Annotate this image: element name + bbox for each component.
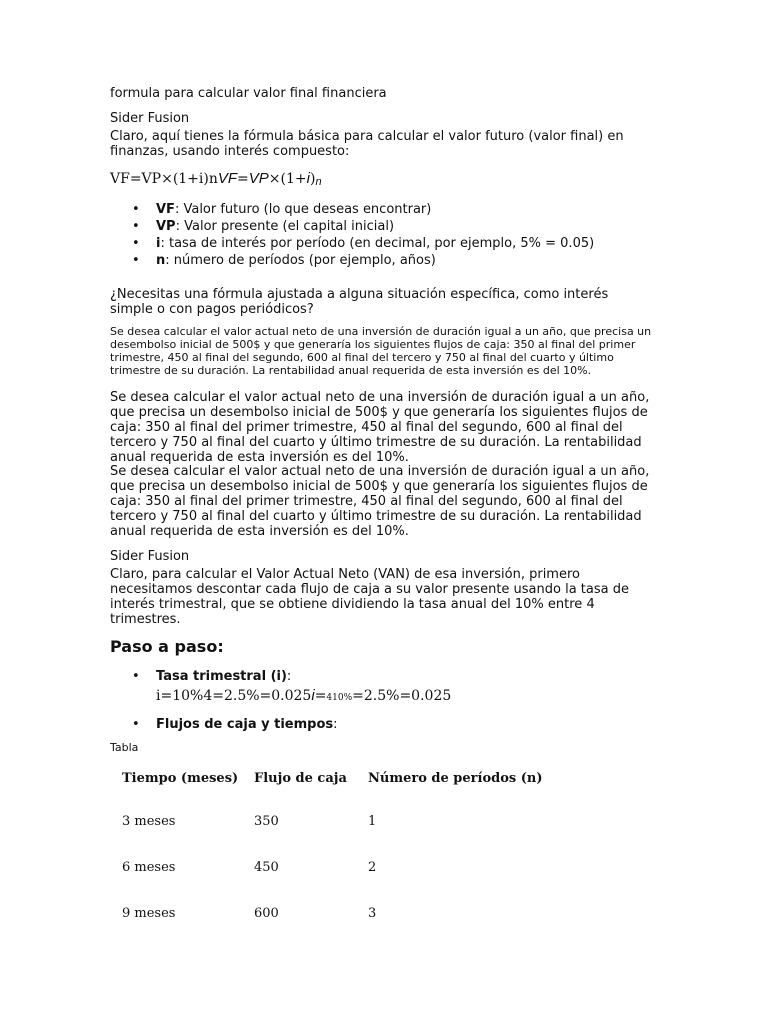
assistant-intro-2: Claro, para calcular el Valor Actual Neto (VAN) de esa inversión, primero necesitamos descontar cada flujo de caja a su valor presente usando la tasa de interés trimestral, que se obtiene dividiendo la tasa anual del 10% entre 4 trimestres. [110,567,629,627]
user-query-2-small: Se desea calcular el valor actual neto de una inversión de duración igual a un año, que precisa un desembolso inicial de 500$ y que generaría los siguientes flujos de caja: 350 al final del primer trimestre, 450 al final del segundo, 600 al final del tercero y 750 al final del cuarto y último trimestre de su duración. La rentabilidad anual requerida de esta inversión es del 10%. [110,325,652,377]
table-header-cell: Número de períodos (n) [368,770,543,786]
table-cell: 1 [368,813,377,829]
assistant-followup: ¿Necesitas una fórmula ajustada a alguna situación específica, como interés simple o con pagos periódicos? [110,287,609,317]
list-item: • n: número de períodos (por ejemplo, años) [110,253,670,269]
table-cell: 3 [368,905,377,921]
table-row [110,890,588,936]
table-cell: 450 [254,859,279,875]
list-item: • i: tasa de interés por período (en decimal, por ejemplo, 5% = 0.05) [110,236,670,252]
user-query-1: formula para calcular valor final financiera [110,86,387,101]
table-header-cell: Tiempo (meses) [122,770,239,786]
formula-plain: VF=VP×(1+i)n [110,171,218,187]
table-header-cell: Flujo de caja [254,770,347,786]
list-item: • VP: Valor presente (el capital inicial) [110,219,670,235]
formula-future-value: VF=VP×(1+i)nVF=VP×(1+i)n [110,170,322,188]
user-query-2-repeat-2: Se desea calcular el valor actual neto de una inversión de duración igual a un año, que precisa un desembolso inicial de 500$ y que generaría los siguientes flujos de caja: 350 al final del primer trimestre, 450 al final del segundo, 600 al final del tercero y 750 al final del cuarto y último trimestre de su duración. La rentabilidad anual requerida de esta inversión es del 10%. [110,464,650,539]
table-cell: 6 meses [122,859,176,875]
table-cell: 3 meses [122,813,176,829]
table-caption: Tabla [110,741,139,754]
list-item: • Tasa trimestral (i): [110,669,670,685]
table-header-row [110,758,588,798]
assistant-name-1: Sider Fusion [110,111,190,126]
variable-list [110,202,670,270]
user-query-2-repeat-1: Se desea calcular el valor actual neto de una inversión de duración igual a un año, que precisa un desembolso inicial de 500$ y que generaría los siguientes flujos de caja: 350 al final del primer trimestre, 450 al final del segundo, 600 al final del tercero y 750 al final del cuarto y último trimestre de su duración. La rentabilidad anual requerida de esta inversión es del 10%. [110,390,650,465]
formula-quarterly-rate: i=10%4=2.5%=0.025i=410%=2.5%=0.025 [156,687,452,704]
rate-bullet [110,669,670,686]
table-cell: 2 [368,859,377,875]
table-row [110,798,588,844]
step-heading: Paso a paso: [110,637,224,656]
table-cell: 9 meses [122,905,176,921]
assistant-intro-1: Claro, aquí tienes la fórmula básica para calcular el valor futuro (valor final) en finanzas, usando interés compuesto: [110,129,624,159]
table-cell: 600 [254,905,279,921]
cash-flow-table [110,758,588,936]
table-cell: 350 [254,813,279,829]
flows-bullet [110,717,670,734]
list-item: • Flujos de caja y tiempos: [110,717,670,733]
table-row [110,844,588,890]
list-item: • VF: Valor futuro (lo que deseas encontrar) [110,202,670,218]
assistant-name-2: Sider Fusion [110,549,190,564]
